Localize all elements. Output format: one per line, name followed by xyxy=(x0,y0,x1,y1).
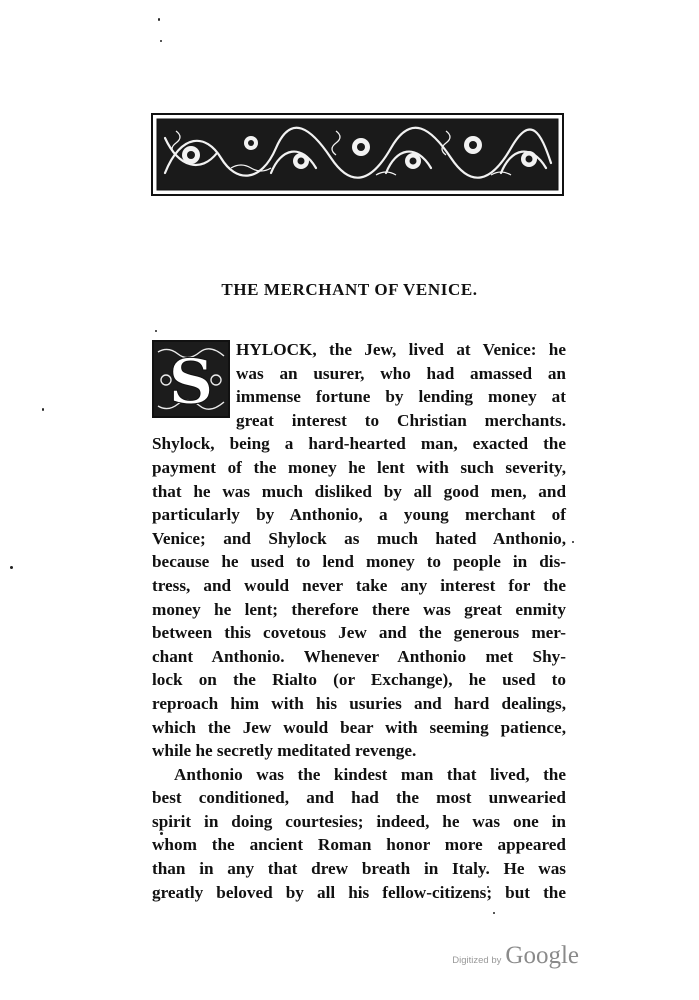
chapter-title: THE MERCHANT OF VENICE. xyxy=(221,280,478,299)
text-line: Shylock, being a hard-hearted man, exacted the xyxy=(152,434,566,454)
text-line: immense fortune by lending money at xyxy=(236,387,566,407)
text-line: Venice; and Shylock as much hated Anthonio, xyxy=(152,528,566,548)
digitized-label: Digitized by xyxy=(452,955,502,966)
text-line: best conditioned, and had the most unwearied xyxy=(152,788,566,808)
text-line: particularly by Anthonio, a young merchant of xyxy=(152,505,566,525)
text-line: payment of the money he lent with such severity, xyxy=(152,457,566,477)
text-line: great interest to Christian merchants. xyxy=(236,410,566,430)
page-speck xyxy=(10,566,13,569)
page-speck xyxy=(493,912,495,914)
text-line: greatly beloved by all his fellow-citizens; but the xyxy=(152,882,566,902)
text-line: HYLOCK, the Jew, lived at Venice: he xyxy=(236,340,566,359)
google-logo: Google xyxy=(505,942,579,969)
text-line: reproach him with his usuries and hard dealings, xyxy=(152,693,566,713)
text-line: because he used to lend money to people in dis- xyxy=(152,552,566,572)
digitized-watermark xyxy=(452,942,579,970)
text-line: was an usurer, who had amassed an xyxy=(236,363,566,383)
page-speck xyxy=(42,408,44,411)
paragraph-1 xyxy=(152,338,566,763)
body-text xyxy=(152,338,566,904)
text-line: Anthonio was the kindest man that lived, the xyxy=(174,764,566,784)
page-speck xyxy=(158,18,160,21)
page-speck xyxy=(572,541,574,543)
text-line: lock on the Rialto (or Exchange), he used to xyxy=(152,670,566,690)
text-line: whom the ancient Roman honor more appeared xyxy=(152,835,566,855)
text-line: than in any that drew breath in Italy. He was xyxy=(152,859,566,879)
text-line: spirit in doing courtesies; indeed, he was one in xyxy=(152,811,566,831)
text-line: that he was much disliked by all good men, and xyxy=(152,481,566,501)
paragraph-2 xyxy=(152,763,566,905)
text-line: chant Anthonio. Whenever Anthonio met Shy- xyxy=(152,646,566,666)
text-line: which the Jew would bear with seeming patience, xyxy=(152,717,566,737)
ornamental-headpiece xyxy=(151,113,564,196)
text-line: between this covetous Jew and the generous mer- xyxy=(152,623,566,643)
drop-cap-s xyxy=(152,340,230,418)
text-line: while he secretly meditated revenge. xyxy=(152,741,417,761)
text-line: money he lent; therefore there was great enmity xyxy=(152,599,566,619)
text-line: tress, and would never take any interest for the xyxy=(152,575,566,595)
drop-cap-letter: S xyxy=(168,345,214,418)
page-speck xyxy=(160,40,162,42)
page-speck xyxy=(155,330,157,332)
